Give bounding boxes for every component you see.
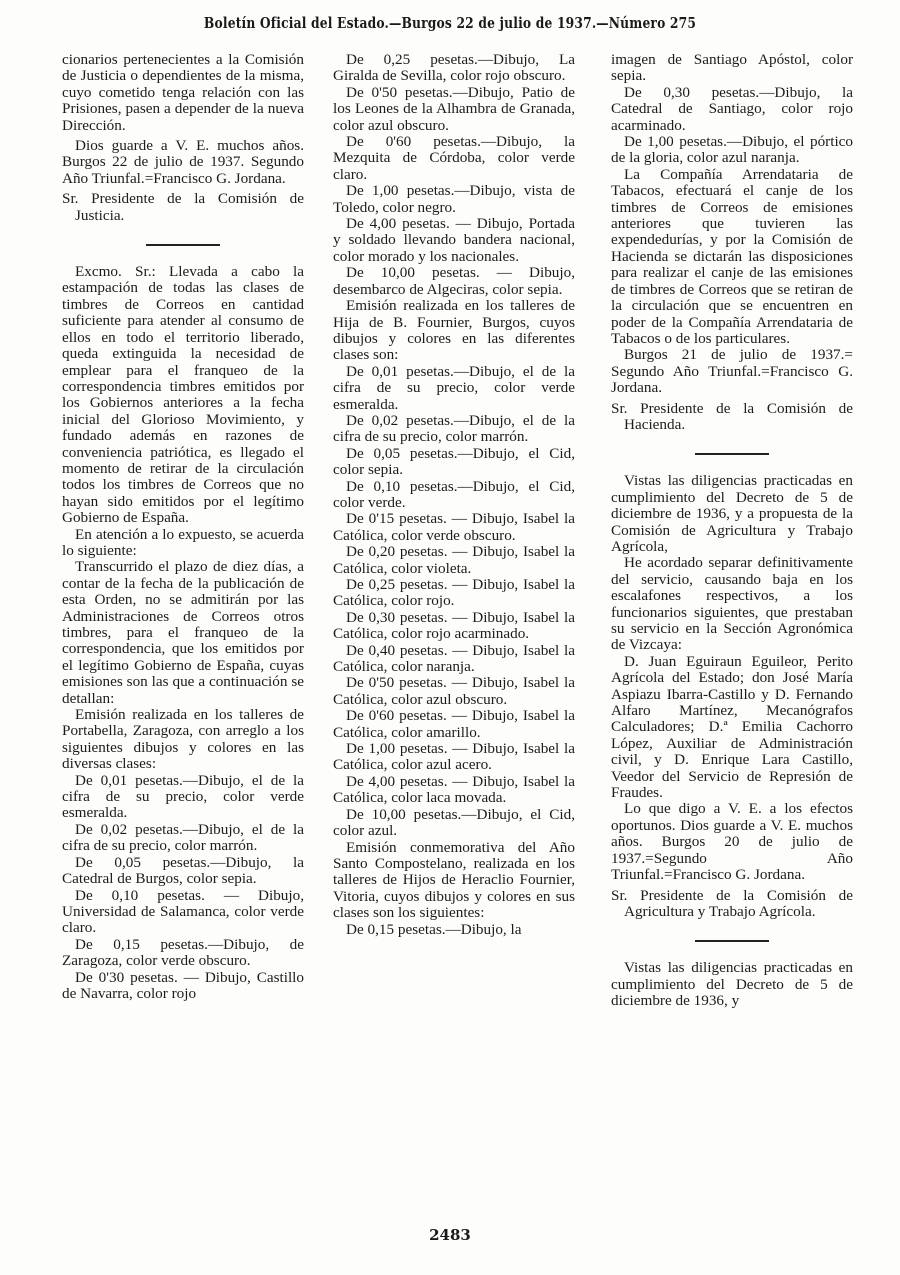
addressee: Sr. Presidente de la Comisión de Hacienda. (611, 399, 853, 433)
paragraph: Excmo. Sr.: Llevada a cabo la estampación de todas las clases de timbres de Correos en cantidad suficiente para atender al consumo de ellos en todo el territorio liberado, queda extinguida la necesidad de emplear para el franqueo de la correspondencia timbres emitidos por los Gobiernos anteriores a la fecha inicial del Glorioso Movimiento, y fundado además en razones de conveniencia patriótica, es llegado el momento de retirar de la circulación todos los timbres de Correos que no hayan sido emitidos por el legítimo Gobierno de España. (62, 263, 304, 527)
stamp-entry: De 0,10 pesetas. — Dibujo, Universidad de Salamanca, color verde claro. (62, 886, 304, 937)
stamp-entry: De 0,15 pesetas.—Dibujo, de Zaragoza, color verde obscuro. (62, 935, 304, 970)
column-right (611, 52, 853, 1010)
paragraph: Vistas las diligencias practicadas en cumplimiento del Decreto de 5 de diciembre de 1936, y a propuesta de la Comisión de Agricultura y Trabajo Agrícola, (611, 472, 853, 555)
paragraph: Dios guarde a V. E. muchos años. Burgos 22 de julio de 1937. Segundo Año Triunfal.=Francisco G. Jordana. (62, 137, 304, 187)
stamp-entry: De 0,25 pesetas. — Dibujo, Isabel la Católica, color rojo. (333, 576, 575, 610)
stamp-entry: De 0'60 pesetas.—Dibujo, la Mezquita de Córdoba, color verde claro. (333, 133, 575, 183)
stamp-entry: De 1,00 pesetas. — Dibujo, Isabel la Católica, color azul acero. (333, 740, 575, 774)
paragraph: En atención a lo expuesto, se acuerda lo siguiente: (62, 525, 304, 559)
stamp-entry: De 10,00 pesetas. — Dibujo, desembarco de Algeciras, color sepia. (333, 264, 575, 298)
section-divider (695, 940, 769, 942)
paragraph: cionarios pertenecientes a la Comisión de Justicia o dependientes de la misma, cuyo cometido tenga relación con las Prisiones, pasen a depender de la nueva Dirección. (62, 51, 304, 134)
paragraph: Emisión realizada en los talleres de Portabella, Zaragoza, con arreglo a los siguientes dibujos y colores en las diversas clases: (62, 706, 304, 773)
stamp-entry: De 0,20 pesetas. — Dibujo, Isabel la Católica, color violeta. (333, 543, 575, 577)
stamp-entry: De 0'60 pesetas. — Dibujo, Isabel la Católica, color amarillo. (333, 707, 575, 741)
page-header: Boletín Oficial del Estado.—Burgos 22 de julio de 1937.—Número 275 (203, 14, 697, 32)
stamp-entry: De 1,00 pesetas.—Dibujo, el pórtico de la gloria, color azul naranja. (611, 133, 853, 167)
stamp-entry: De 0,30 pesetas. — Dibujo, Isabel la Católica, color rojo acarminado. (333, 608, 575, 643)
paragraph: He acordado separar definitivamente del servicio, causando baja en los escalafones respectivos, a los funcionarios siguientes, que prestaban su servicio en la Sección Agronómica de Vizcaya: (611, 554, 853, 654)
stamp-entry: De 0,01 pesetas.—Dibujo, el de la cifra de su precio, color verde esmeralda. (333, 362, 575, 413)
stamp-entry: De 0,05 pesetas.—Dibujo, la Catedral de Burgos, color sepia. (62, 853, 304, 888)
stamp-entry: imagen de Santiago Apóstol, color sepia. (611, 51, 853, 85)
paragraph: Transcurrido el plazo de diez días, a contar de la fecha de la publicación de esta Orden, no se admitirán por las Administraciones de Correos otros timbres, para el franqueo de la correspondencia, que los emitidos por el legítimo Gobierno de España, cuyas emisiones son las que a continuación se detallan: (62, 558, 304, 707)
stamp-entry: De 1,00 pesetas.—Dibujo, vista de Toledo, color negro. (333, 182, 575, 216)
stamp-entry: De 0'30 pesetas. — Dibujo, Castillo de Navarra, color rojo (62, 968, 304, 1002)
paragraph: D. Juan Eguiraun Eguileor, Perito Agrícola del Estado; don José María Aspiazu Ibarra-Castillo y D. Fernando Alfaro Martínez, Mecanógrafos Calculadores; D.ª Emilia Cachorro López, Auxiliar de Administración civil, y D. Enrique Lara Castillo, Veedor del Servicio de Represión de Fraudes. (611, 652, 853, 802)
paragraph: Vistas las diligencias practicadas en cumplimiento del Decreto de 5 de diciembre de 1936, y (611, 959, 853, 1010)
addressee: Sr. Presidente de la Comisión de Justicia. (62, 190, 304, 224)
stamp-entry: De 4,00 pesetas. — Dibujo, Portada y soldado llevando bandera nacional, color morado y los nacionales. (333, 215, 575, 265)
page-number: 2483 (429, 1226, 471, 1244)
section-divider (146, 244, 220, 246)
stamp-entry: De 0'50 pesetas.—Dibujo, Patio de los Leones de la Alhambra de Granada, color azul obscuro. (333, 83, 575, 134)
stamp-entry: De 0,02 pesetas.—Dibujo, el de la cifra de su precio, color marrón. (333, 411, 575, 446)
column-left (62, 52, 304, 1002)
stamp-entry: De 0'50 pesetas. — Dibujo, Isabel la Católica, color azul obscuro. (333, 674, 575, 708)
stamp-entry: De 0,05 pesetas.—Dibujo, el Cid, color sepia. (333, 444, 575, 479)
section-divider (695, 453, 769, 455)
stamp-entry: De 0,01 pesetas.—Dibujo, el de la cifra de su precio, color verde esmeralda. (62, 771, 304, 822)
stamp-entry: De 0,02 pesetas.—Dibujo, el de la cifra de su precio, color marrón. (62, 820, 304, 855)
paragraph: Burgos 21 de julio de 1937.= Segundo Año Triunfal.=Francisco G. Jordana. (611, 346, 853, 397)
stamp-entry: De 0,15 pesetas.—Dibujo, la (346, 920, 522, 938)
column-center (333, 52, 575, 938)
stamp-entry: De 0'15 pesetas. — Dibujo, Isabel la Católica, color verde obscuro. (333, 510, 575, 544)
addressee: Sr. Presidente de la Comisión de Agricultura y Trabajo Agrícola. (611, 886, 853, 920)
stamp-entry: De 0,25 pesetas.—Dibujo, La Giralda de Sevilla, color rojo obscuro. (333, 51, 575, 85)
paragraph: Emisión realizada en los talleres de Hija de B. Fournier, Burgos, cuyos dibujos y colores en las diferentes clases son: (333, 297, 575, 364)
stamp-entry: De 0,10 pesetas.—Dibujo, el Cid, color verde. (333, 477, 575, 511)
paragraph: La Compañía Arrendataria de Tabacos, efectuará el canje de los timbres de Correos de emisiones anteriores que tuvieren las expendedurías, y por la Comisión de Hacienda se dictarán las disposiciones para realizar el canje de las emisiones de timbres de Correos que se retiran de la circulación que se encuentren en poder de la Compañía Arrendataria de Tabacos o de los particulares. (611, 165, 853, 347)
stamp-entry: De 10,00 pesetas.—Dibujo, el Cid, color azul. (333, 805, 575, 840)
paragraph: Emisión conmemorativa del Año Santo Compostelano, realizada en los talleres de Hijos de Heraclio Fournier, Vitoria, cuyos dibujos y colores en sus clases son los siguientes: (333, 838, 575, 922)
paragraph: Lo que digo a V. E. a los efectos oportunos. Dios guarde a V. E. muchos años. Burgos 20 de julio de 1937.=Segundo Año Triunfal.=Francisco G. Jordana. (611, 800, 853, 884)
stamp-entry: De 0,40 pesetas. — Dibujo, Isabel la Católica, color naranja. (333, 641, 575, 676)
stamp-entry: De 4,00 pesetas. — Dibujo, Isabel la Católica, color laca movada. (333, 772, 575, 807)
stamp-entry: De 0,30 pesetas.—Dibujo, la Catedral de Santiago, color rojo acarminado. (611, 83, 853, 134)
